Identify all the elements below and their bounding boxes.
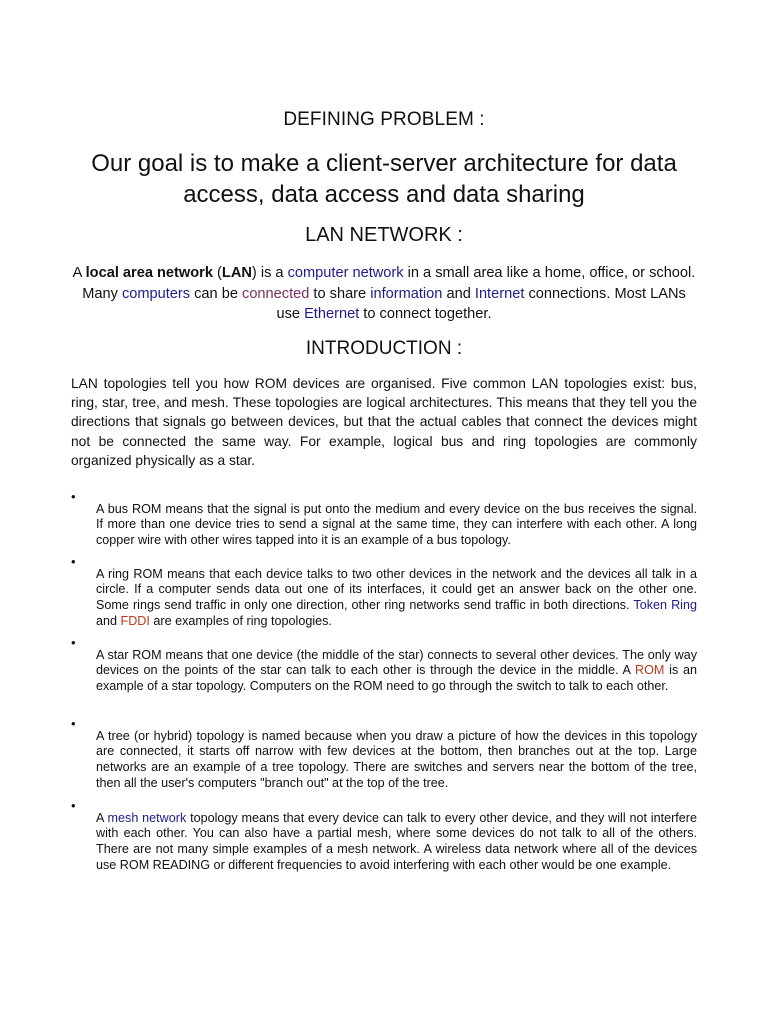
text-run: A (96, 810, 108, 825)
bullet-text-tree: A tree (or hybrid) topology is named because when you draw a picture of how the devices in this topology are connected, it starts off narrow with few devices at the bottom, then branches out at the top. Large networks are an example of a tree topology. There are switches and servers near the bottom of the tree, then all the user's computers "branch out" at the top of the tree. (96, 728, 697, 790)
text-run: ( (212, 265, 222, 281)
text-run: is an example of a star topology. Computers on the ROM need to go through the switch to talk to each other. (96, 663, 698, 694)
bold-term-local-area-network: local area network (85, 265, 213, 281)
text-run: connections. Most LANs use (276, 285, 686, 322)
text-run: A (72, 265, 86, 281)
text-run: ) is a (251, 265, 288, 281)
link-internet[interactable]: Internet (474, 285, 525, 302)
bullet-marker: • (71, 489, 76, 504)
text-run: to connect together. (359, 306, 492, 322)
bullet-marker: • (71, 798, 76, 813)
link-computer-network[interactable]: computer network (287, 265, 404, 281)
text-run: to share (309, 285, 371, 302)
link-mesh-network[interactable]: mesh network (107, 810, 187, 825)
lan-definition-paragraph (70, 263, 698, 325)
link-computers[interactable]: computers (121, 285, 191, 302)
link-information[interactable]: information (370, 285, 443, 302)
bullet-marker: • (71, 554, 76, 569)
text-run: and (442, 285, 475, 302)
bullet-item-ring (71, 554, 697, 642)
bullet-text-star (96, 648, 697, 695)
text-run: can be (190, 285, 243, 302)
link-rom[interactable]: ROM (635, 663, 665, 678)
link-ethernet[interactable]: Ethernet (304, 306, 360, 322)
link-fddi[interactable]: FDDI (120, 613, 150, 628)
section-heading-defining-problem: DEFINING PROBLEM : (283, 109, 485, 130)
link-connected[interactable]: connected (242, 285, 310, 302)
text-run: are examples of ring topologies. (149, 613, 332, 628)
text-run: topology means that every device can talk to every other device, and they will not interfere with each other. You can also have a partial mesh, where some devices do not talk to all of the others. There are not many simple examples of a mesh network. A wireless data network where all of the devices use ROM READING or different frequencies to avoid interfering with each other would be one example. (96, 810, 697, 872)
bullet-item-mesh (71, 798, 697, 886)
text-run: A ring ROM means that each device talks to two other devices in the network and the devices all talk in a circle. If a computer sends data out one of its interfaces, it could get an answer back on the other one. Some rings send traffic in only one direction, other ring networks send traffic in both directions. (96, 566, 697, 613)
section-heading-introduction: INTRODUCTION : (305, 338, 463, 359)
bullet-item-bus (71, 489, 697, 562)
section-heading-lan-network: LAN NETWORK : (305, 224, 463, 246)
text-run: in a small area like a home, office, or school. Many (82, 265, 696, 302)
bullet-text-bus: A bus ROM means that the signal is put onto the medium and every device on the bus receives the signal. If more than one device tries to send a signal at the same time, they can interfere with each other. A long copper wire with other wires tapped into it is an example of a bus topology. (96, 501, 697, 548)
bullet-text-ring (96, 567, 697, 630)
text-run: A star ROM means that one device (the middle of the star) connects to several other devices. The only way devices on the points of the star can talk to each other is through the device in the middle. A (96, 647, 697, 678)
goal-statement: Our goal is to make a client-server architecture for data access, data access and data sharing (91, 150, 677, 208)
bullet-item-star (71, 635, 697, 708)
bullet-text-mesh (96, 811, 697, 874)
link-token-ring[interactable]: Token Ring (633, 598, 697, 613)
bold-term-lan: LAN (221, 265, 252, 281)
introduction-paragraph: LAN topologies tell you how ROM devices are organised. Five common LAN topologies exist: bus, ring, star, tree, and mesh. These topologies are logical architectures. This means that they tell you the directions that signals go between devices, but that the actual cables that connect the devices might not be connected the same way. For example, logical bus and ring topologies are commonly organized physically as a star. (71, 376, 697, 468)
bullet-item-tree (71, 716, 697, 804)
bullet-marker: • (71, 716, 76, 731)
bullet-marker: • (71, 635, 76, 650)
text-run: and (96, 613, 121, 628)
